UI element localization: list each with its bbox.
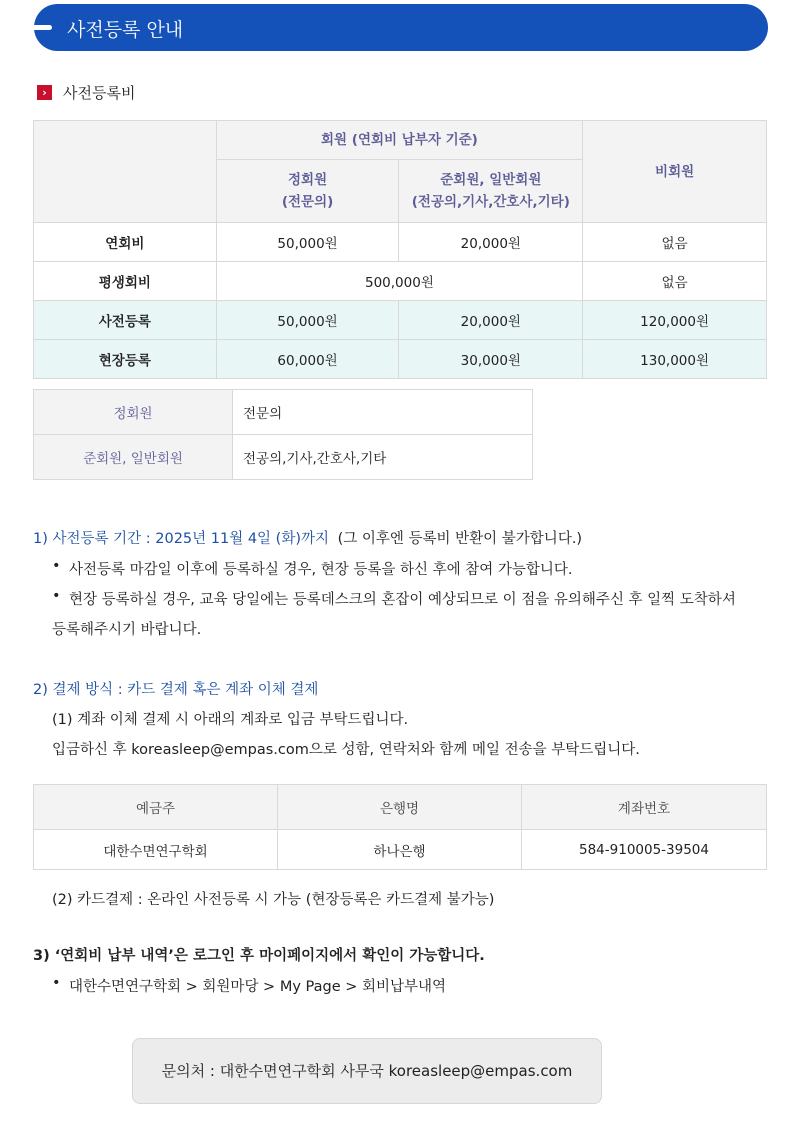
cell-assoc: 30,000원 (399, 340, 583, 379)
bank-header: 은행명 (278, 785, 522, 830)
member-type-value: 전공의,기사,간호사,기타 (233, 435, 533, 480)
cell-regular: 50,000원 (216, 301, 399, 340)
table-row (34, 390, 533, 435)
cell-regular: 50,000원 (216, 223, 399, 262)
contact-box: 문의처 : 대한수면연구학회 사무국 koreasleep@empas.com (132, 1038, 602, 1104)
header-regular-line2: (전문의) (281, 194, 334, 210)
notice1-heading (33, 527, 582, 548)
bank-name: 하나은행 (278, 830, 522, 870)
bank-header: 계좌번호 (522, 785, 767, 830)
notice2-line: 입금하신 후 koreasleep@empas.com으로 성함, 연락처와 함께 메일 전송을 부탁드립니다. (52, 742, 640, 758)
notice2-line: (2) 카드결제 : 온라인 사전등록 시 가능 (현장등록은 카드결제 불가능) (52, 892, 495, 908)
cell-merged: 500,000원 (216, 262, 583, 301)
page-title: 사전등록 안내 (67, 19, 184, 41)
cell-regular: 60,000원 (216, 340, 399, 379)
notice2-line: (1) 계좌 이체 결제 시 아래의 계좌로 입금 부탁드립니다. (52, 712, 409, 728)
section-title: 사전등록비 (63, 83, 136, 102)
notice1-heading-highlight: 1) 사전등록 기간 : 2025년 11월 4일 (화)까지 (33, 531, 330, 547)
cell-nonmember: 120,000원 (583, 301, 767, 340)
table-row (34, 435, 533, 480)
bank-header: 예금주 (34, 785, 278, 830)
member-type-label: 준회원, 일반회원 (34, 435, 233, 480)
page-banner (34, 4, 768, 51)
row-label: 사전등록 (34, 301, 217, 340)
member-type-table (33, 389, 533, 480)
member-type-value: 전문의 (233, 390, 533, 435)
header-assoc (399, 160, 583, 223)
fee-table-corner (34, 121, 217, 223)
notice1-bullet-cont: 등록해주시기 바랍니다. (52, 622, 202, 638)
header-assoc-line2: (전공의,기사,간호사,기타) (411, 194, 570, 210)
notice3-bullet: • 대한수면연구학회 > 회원마당 > My Page > 회비납부내역 (69, 975, 446, 996)
notice1-bullet: • 현장 등록하실 경우, 교육 당일에는 등록데스크의 혼잡이 예상되므로 이 점을 유의해주신 후 일찍 도착하셔 (69, 588, 736, 609)
bank-account-table (33, 784, 767, 870)
account-holder: 대한수면연구학회 (34, 830, 278, 870)
cell-nonmember: 없음 (583, 223, 767, 262)
notice2-heading: 2) 결제 방식 : 카드 결제 혹은 계좌 이체 결제 (33, 682, 319, 698)
row-label: 현장등록 (34, 340, 217, 379)
header-assoc-line1: 준회원, 일반회원 (440, 172, 542, 188)
minus-icon (34, 25, 52, 30)
cell-nonmember: 130,000원 (583, 340, 767, 379)
header-member: 회원 (연회비 납부자 기준) (216, 121, 583, 160)
table-row (34, 830, 767, 870)
member-type-label: 정회원 (34, 390, 233, 435)
row-label: 평생회비 (34, 262, 217, 301)
cell-nonmember: 없음 (583, 262, 767, 301)
notice3-heading: 3) ‘연회비 납부 내역’은 로그인 후 마이페이지에서 확인이 가능합니다. (33, 948, 485, 964)
cell-assoc: 20,000원 (399, 301, 583, 340)
row-label: 연회비 (34, 223, 217, 262)
account-number: 584-910005-39504 (522, 830, 767, 870)
table-row (34, 262, 767, 301)
table-row (34, 223, 767, 262)
header-regular-line1: 정회원 (288, 172, 328, 188)
notice1-heading-rest: (그 이후엔 등록비 반환이 불가합니다.) (337, 531, 583, 547)
header-regular (216, 160, 399, 223)
notice1-bullet: • 사전등록 마감일 이후에 등록하실 경우, 현장 등록을 하신 후에 참여 가능합니다. (69, 558, 573, 579)
table-row (34, 340, 767, 379)
header-nonmember: 비회원 (583, 121, 767, 223)
fee-table (33, 120, 767, 379)
cell-assoc: 20,000원 (399, 223, 583, 262)
chevron-right-icon: › (37, 85, 52, 100)
section-header (37, 82, 135, 102)
table-row (34, 301, 767, 340)
